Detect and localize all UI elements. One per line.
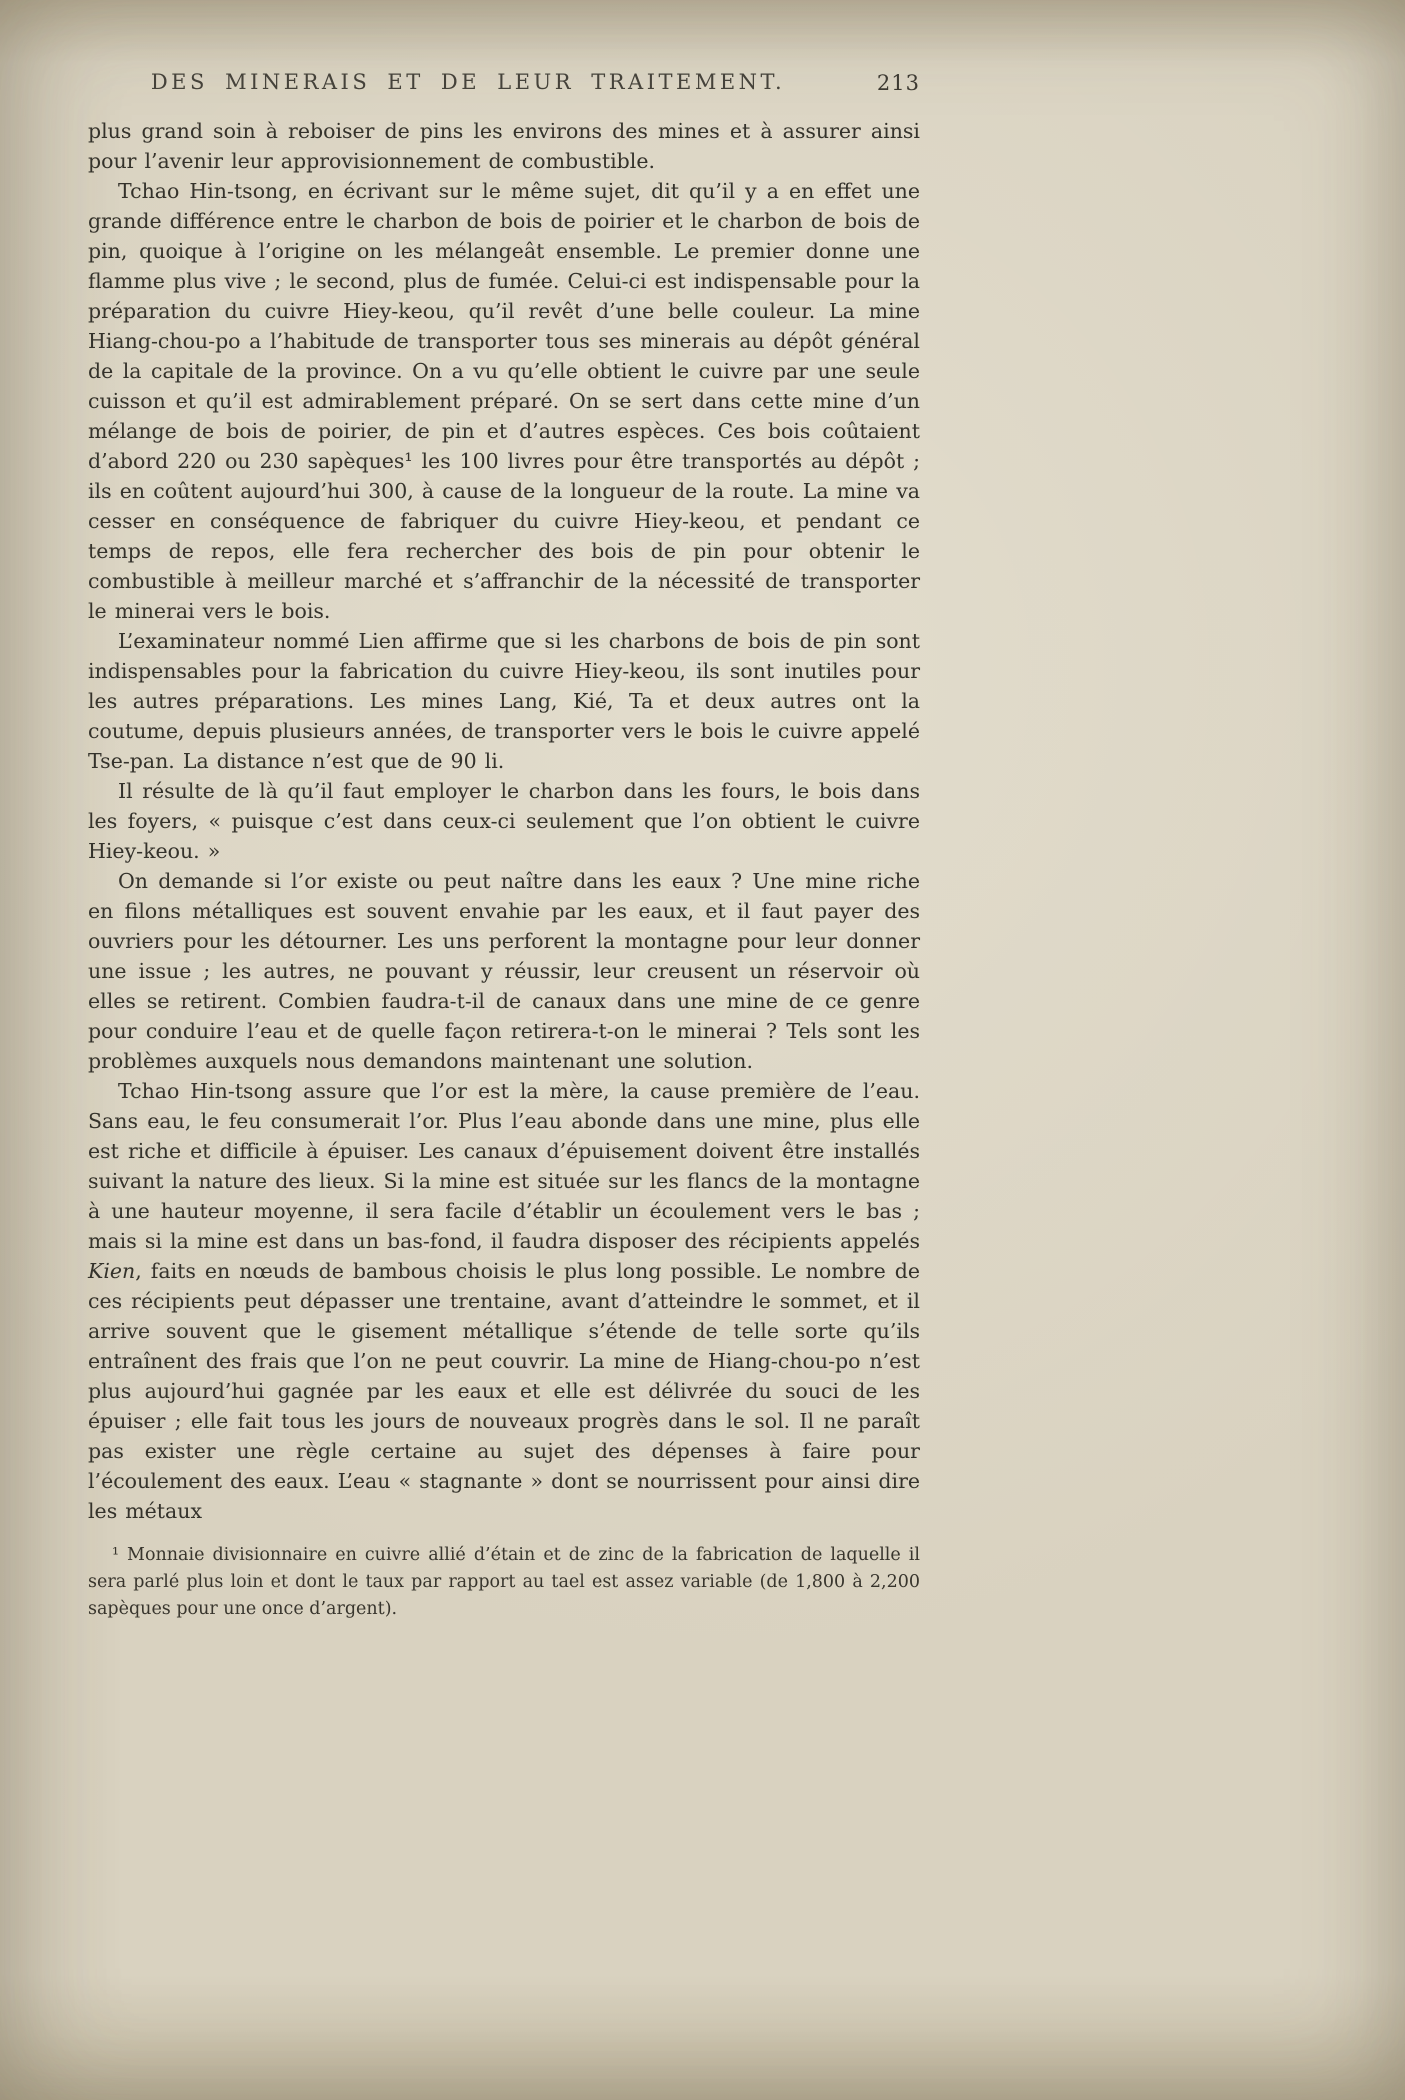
paragraph bbox=[88, 176, 920, 626]
paragraph bbox=[88, 866, 920, 1076]
text-run: L’examinateur nommé Lien affirme que si les charbons de bois de pin sont indispensables pour la fabrication du cuivre Hiey-keou, ils sont inutiles pour les autres préparations. Les mines Lang, Kié, Ta et deux autres ont la coutume, depuis plusieurs années, de transporter vers le bois le cuivre appelé Tse-pan. La distance n’est que de 90 li. bbox=[88, 629, 920, 773]
paragraph bbox=[88, 626, 920, 776]
text-run: Tchao Hin-tsong assure que l’or est la mère, la cause première de l’eau. Sans eau, le feu consumerait l’or. Plus l’eau abonde dans une mine, plus elle est riche et difficile à épuiser. Les canaux d’épuisement doivent être installés suivant la nature des lieux. Si la mine est située sur les flancs de la montagne à une hauteur moyenne, il sera facile d’établir un écoulement vers le bas ; mais si la mine est dans un bas-fond, il faudra disposer des récipients appelés bbox=[88, 1079, 920, 1253]
paragraph bbox=[88, 1076, 920, 1526]
page-header bbox=[88, 70, 920, 112]
text-run: plus grand soin à reboiser de pins les environs des mines et à assurer ainsi pour l’avenir leur approvisionnement de combustible. bbox=[88, 119, 920, 173]
text-run: , faits en nœuds de bambous choisis le plus long possible. Le nombre de ces récipients peut dépasser une trentaine, avant d’atteindre le sommet, et il arrive souvent que le gisement métallique s’étende de telle sorte qu’ils entraînent des frais que l’on ne peut couvrir. La mine de Hiang-chou-po n’est plus aujourd’hui gagnée par les eaux et elle est délivrée du souci de les épuiser ; elle fait tous les jours de nouveaux progrès dans le sol. Il ne paraît pas exister une règle certaine au sujet des dépenses à faire pour l’écoulement des eaux. L’eau « stagnante » dont se nourrissent pour ainsi dire les métaux bbox=[88, 1259, 920, 1523]
text-run: On demande si l’or existe ou peut naître dans les eaux ? Une mine riche en filons métalliques est souvent envahie par les eaux, et il faut payer des ouvriers pour les détourner. Les uns perforent la montagne pour leur donner une issue ; les autres, ne pouvant y réussir, leur creusent un réservoir où elles se retirent. Combien faudra-t-il de canaux dans une mine de ce genre pour conduire l’eau et de quelle façon retirera-t-on le minerai ? Tels sont les problèmes auxquels nous demandons maintenant une solution. bbox=[88, 869, 920, 1073]
footnote: ¹ Monnaie divisionnaire en cuivre allié d’étain et de zinc de la fabrication de laquelle il sera parlé plus loin et dont le taux par rapport au tael est assez variable (de 1,800 à 2,200 sapèques pour une once d’argent). bbox=[88, 1545, 920, 1619]
paragraph bbox=[88, 776, 920, 866]
paragraph bbox=[88, 116, 920, 176]
text-run: Tchao Hin-tsong, en écrivant sur le même sujet, dit qu’il y a en effet une grande différence entre le charbon de bois de poirier et le charbon de bois de pin, quoique à l’origine on les mélangeât ensemble. Le premier donne une flamme plus vive ; le second, plus de fumée. Celui-ci est indispensable pour la préparation du cuivre Hiey-keou, qu’il revêt d’une belle couleur. La mine Hiang-chou-po a l’habitude de transporter tous ses minerais au dépôt général de la capitale de la province. On a vu qu’elle obtient le cuivre par une seule cuisson et qu’il est admirablement préparé. On se sert dans cette mine d’un mélange de bois de poirier, de pin et d’autres espèces. Ces bois coûtaient d’abord 220 ou 230 sapèques¹ les 100 livres pour être transportés au dépôt ; ils en coûtent aujourd’hui 300, à cause de la longueur de la route. La mine va cesser en conséquence de fabriquer du cuivre Hiey-keou, et pendant ce temps de repos, elle fera rechercher des bois de pin pour obtenir le combustible à meilleur marché et s’affranchir de la nécessité de transporter le minerai vers le bois. bbox=[88, 179, 920, 623]
italic-term: Kien bbox=[88, 1259, 136, 1283]
page-number: 213 bbox=[876, 71, 920, 95]
text-run: Il résulte de là qu’il faut employer le charbon dans les fours, le bois dans les foyers, « puisque c’est dans ceux-ci seulement que l’on obtient le cuivre Hiey-keou. » bbox=[88, 779, 920, 863]
body-text bbox=[88, 116, 920, 1526]
running-title: DES MINERAIS ET DE LEUR TRAITEMENT. bbox=[150, 70, 786, 94]
text-column bbox=[88, 70, 920, 1623]
